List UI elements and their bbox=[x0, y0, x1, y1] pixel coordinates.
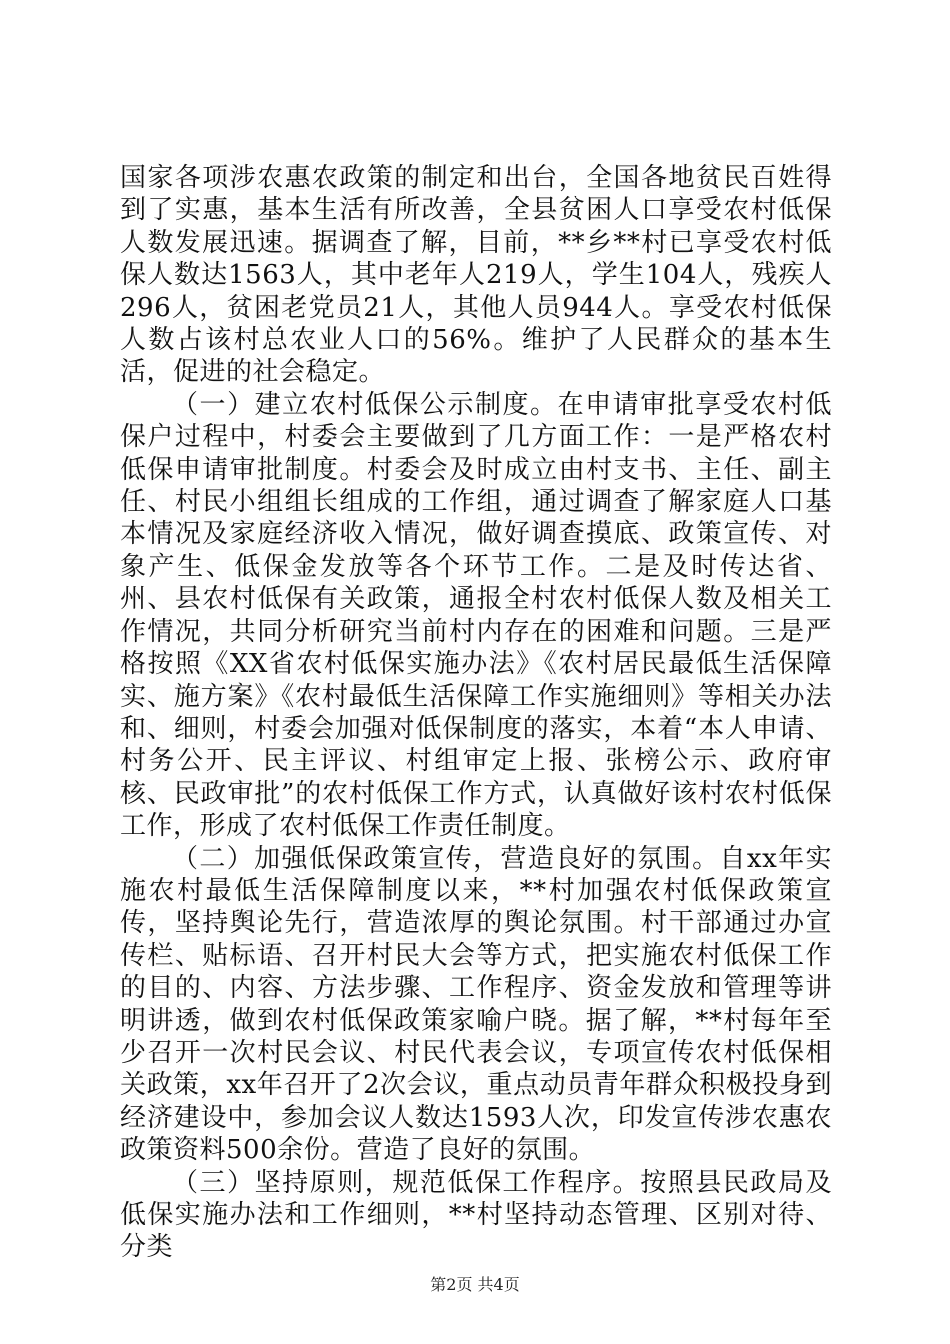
paragraph-section-1: （一）建立农村低保公示制度。在申请审批享受农村低保户过程中，村委会主要做到了几方面工作：一是严格农村低保申请审批制度。村委会及时成立由村支书、主任、副主任、村民小组组长组成的工作组，通过调查了解家庭人口基本情况及家庭经济收入情况，做好调查摸底、政策宣传、对象产生、低保金发放等各个环节工作。二是及时传达省、州、县农村低保有关政策，通报全村农村低保人数及相关工作情况，共同分析研究当前村内存在的困难和问题。三是严格按照《XX省农村低保实施办法》《农村居民最低生活保障实、施方案》《农村最低生活保障工作实施细则》等相关办法和、细则，村委会加强对低保制度的落实，本着“本人申请、村务公开、民主评议、村组审定上报、张榜公示、政府审核、民政审批”的农村低保工作方式，认真做好该村农村低保工作，形成了农村低保工作责任制度。 bbox=[120, 389, 832, 842]
page-footer: 第2页 共4页 bbox=[430, 1275, 520, 1294]
document-body bbox=[120, 162, 832, 1264]
paragraph-continuation: 国家各项涉农惠农政策的制定和出台，全国各地贫民百姓得到了实惠，基本生活有所改善，全县贫困人口享受农村低保人数发展迅速。据调查了解，目前，**乡**村已享受农村低保人数达1563人，其中老年人219人，学生104人，残疾人296人，贫困老党员21人，其他人员944人。享受农村低保人数占该村总农业人口的56%。维护了人民群众的基本生活，促进的社会稳定。 bbox=[120, 163, 832, 388]
paragraph-section-3: （三）坚持原则，规范低保工作程序。按照县民政局及低保实施办法和工作细则，**村坚持动态管理、区别对待、分类 bbox=[120, 1167, 832, 1263]
paragraph-section-2: （二）加强低保政策宣传，营造良好的氛围。自xx年实施农村最低生活保障制度以来，**村加强农村低保政策宣传，坚持舆论先行，营造浓厚的舆论氛围。村干部通过办宣传栏、贴标语、召开村民大会等方式，把实施农村低保工作的目的、内容、方法步骤、工作程序、资金发放和管理等讲明讲透，做到农村低保政策家喻户晓。据了解，**村每年至少召开一次村民会议、村民代表会议，专项宣传农村低保相关政策，xx年召开了2次会议，重点动员青年群众积极投身到经济建设中，参加会议人数达1593人次，印发宣传涉农惠农政策资料500余份。营造了良好的氛围。 bbox=[120, 843, 832, 1166]
